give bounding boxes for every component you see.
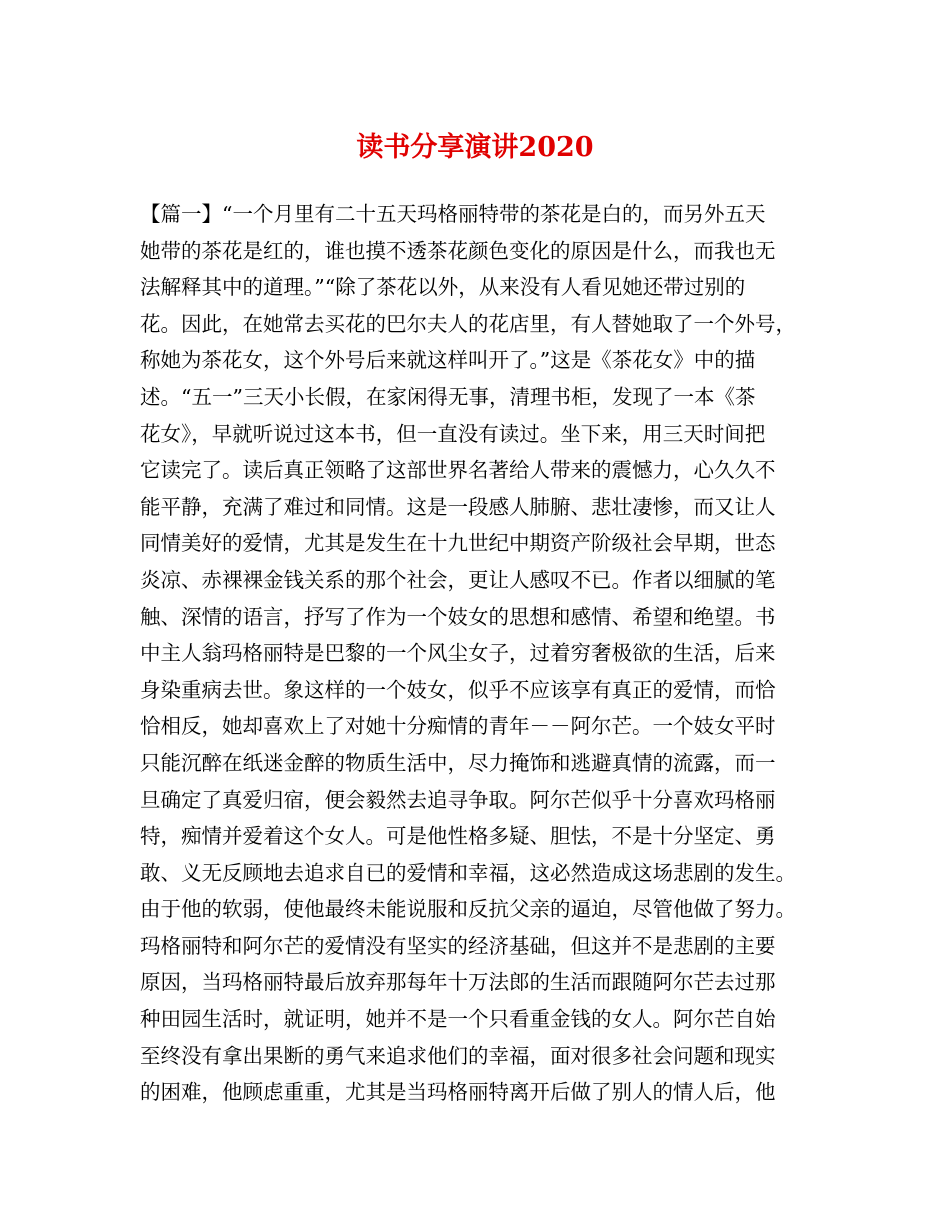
body-line: 恰相反，她却喜欢上了对她十分痴情的青年－－阿尔芒。一个妓女平时	[140, 714, 776, 739]
body-line: 她带的茶花是红的，谁也摸不透茶花颜色变化的原因是什么，而我也无	[140, 238, 776, 263]
body-line: 原因，当玛格丽特最后放弃那每年十万法郎的生活而跟随阿尔芒去过那	[140, 970, 776, 995]
body-line: 同情美好的爱情，尤其是发生在十九世纪中期资产阶级社会早期，世态	[140, 531, 776, 556]
body-line: 花女》，早就听说过这本书，但一直没有读过。坐下来，用三天时间把	[140, 421, 766, 446]
body-line: 敢、义无反顾地去追求自已的爱情和幸福，这必然造成这场悲剧的发生。	[140, 860, 796, 885]
body-line: 中主人翁玛格丽特是巴黎的一个风尘女子，过着穷奢极欲的生活，后来	[140, 641, 776, 666]
body-line: 述。“五一”三天小长假，在家闲得无事，清理书柜，发现了一本《茶	[140, 384, 756, 409]
body-line: 种田园生活时，就证明，她并不是一个只看重金钱的女人。阿尔芒自始	[140, 1007, 776, 1032]
body-line: 由于他的软弱，使他最终未能说服和反抗父亲的逼迫，尽管他做了努力。	[140, 897, 796, 922]
body-line: 称她为茶花女，这个外号后来就这样叫开了。”这是《茶花女》中的描	[140, 348, 756, 373]
body-line: 能平静，充满了难过和同情。这是一段感人肺腑、悲壮凄惨，而又让人	[140, 494, 776, 519]
body-line: 只能沉醉在纸迷金醉的物质生活中，尽力掩饰和逃避真情的流露，而一	[140, 750, 776, 775]
body-line: 【篇一】“一个月里有二十五天玛格丽特带的茶花是白的，而另外五天	[140, 202, 766, 226]
body-line: 旦确定了真爱归宿，便会毅然去追寻争取。阿尔芒似乎十分喜欢玛格丽	[140, 787, 776, 812]
document-body	[140, 196, 824, 1111]
document-title: 读书分享演讲2020	[356, 132, 594, 163]
body-line: 它读完了。读后真正领略了这部世界名著给人带来的震憾力，心久久不	[140, 458, 776, 483]
body-line: 炎凉、赤裸裸金钱关系的那个社会，更让人感叹不已。作者以细腻的笔	[140, 567, 776, 592]
body-line: 的困难，他顾虑重重，尤其是当玛格丽特离开后做了别人的情人后，他	[140, 1080, 776, 1105]
body-line: 至终没有拿出果断的勇气来追求他们的幸福，面对很多社会问题和现实	[140, 1043, 776, 1068]
body-line: 身染重病去世。象这样的一个妓女，似乎不应该享有真正的爱情，而恰	[140, 677, 776, 702]
body-line: 花。因此，在她常去买花的巴尔夫人的花店里，有人替她取了一个外号，	[140, 311, 796, 336]
body-line: 玛格丽特和阿尔芒的爱情没有坚实的经济基础，但这并不是悲剧的主要	[140, 933, 776, 958]
body-line: 法解释其中的道理。”“除了茶花以外，从来没有人看见她还带过别的	[140, 275, 746, 300]
body-line: 触、深情的语言，抒写了作为一个妓女的思想和感情、希望和绝望。书	[140, 604, 776, 629]
body-line: 特，痴情并爱着这个女人。可是他性格多疑、胆怯，不是十分坚定、勇	[140, 824, 776, 849]
